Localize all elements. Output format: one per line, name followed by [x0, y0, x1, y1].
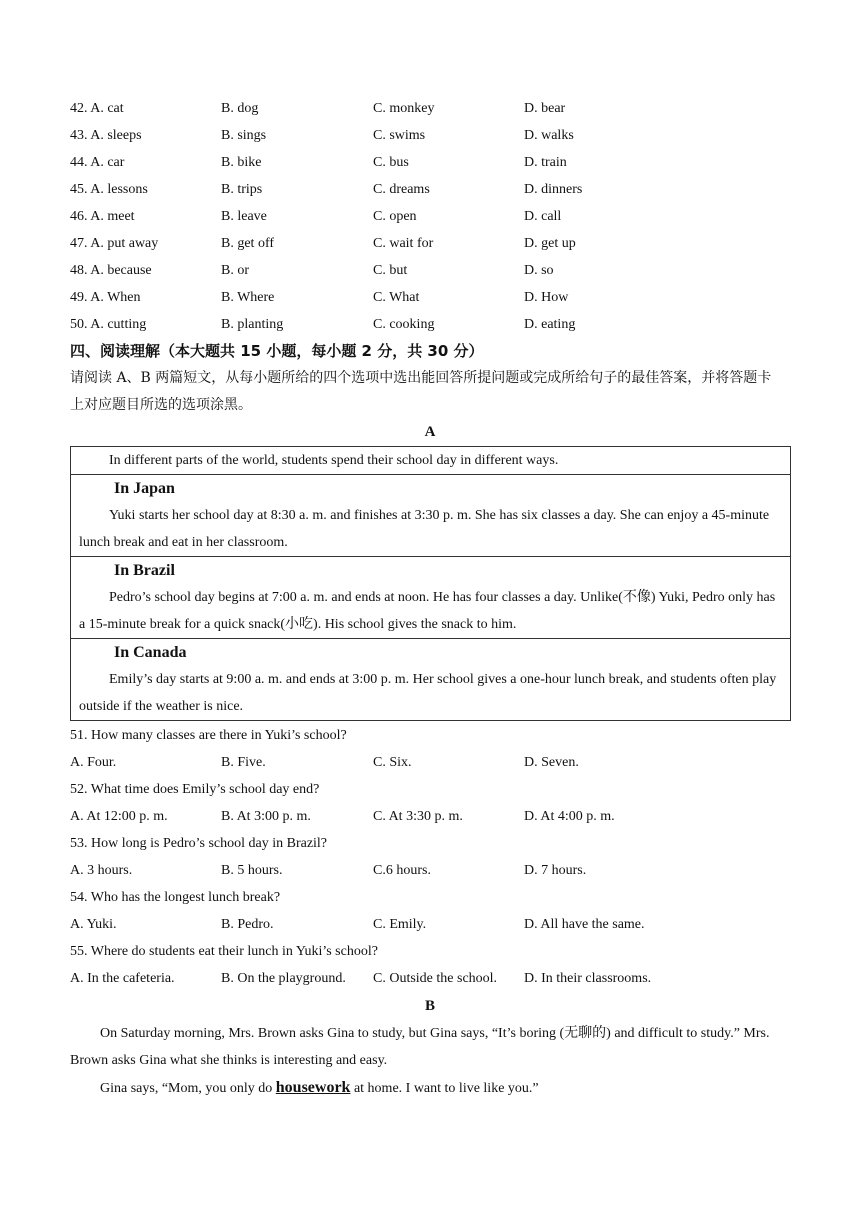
option-d: D. In their classrooms.: [524, 971, 652, 986]
question-stem: 55. Where do students eat their lunch in Yuki’s school?: [70, 944, 378, 959]
option-b: B. dog: [221, 101, 259, 116]
option-b: B. planting: [221, 317, 284, 332]
option-c: C. Emily.: [373, 917, 427, 932]
question-number: 50.: [70, 317, 88, 332]
option-c: C. dreams: [373, 182, 430, 197]
option-a: A. In the cafeteria.: [70, 971, 175, 986]
section-heading: 四、阅读理解（本大题共 15 小题，每小题 2 分，共 30 分）: [70, 342, 484, 360]
option-a: A. put away: [90, 236, 159, 251]
passage-a-brazil-row: [71, 557, 791, 639]
option-b: B. Where: [221, 290, 275, 305]
canada-title: In Canada: [114, 644, 187, 661]
paragraph-text: Gina says, “Mom, you only do: [100, 1081, 276, 1096]
option-c: C. Outside the school.: [373, 971, 498, 986]
option-c: C. At 3:30 p. m.: [373, 809, 463, 824]
passage-b-label: B: [424, 998, 435, 1014]
option-d: D. walks: [524, 128, 574, 143]
option-b: B. Five.: [221, 755, 266, 770]
canada-text: Emily’s day starts at 9:00 a. m. and ends at 3:00 p. m. Her school gives a one-hour lunch break, and students often play outside if the weather is nice.: [79, 672, 777, 714]
option-a: A. 3 hours.: [70, 863, 133, 878]
question-stem: 51. How many classes are there in Yuki’s school?: [70, 728, 347, 743]
option-b: B. get off: [221, 236, 275, 251]
option-b: B. On the playground.: [221, 971, 346, 986]
option-b: B. or: [221, 263, 249, 278]
question-number: 42.: [70, 101, 88, 116]
option-a: A. Four.: [70, 755, 117, 770]
option-a: A. lessons: [90, 182, 148, 197]
option-c: C. open: [373, 209, 417, 224]
option-a: A. cat: [90, 101, 124, 116]
brazil-text: Pedro’s school day begins at 7:00 a. m. and ends at noon. He has four classes a day. Unlike(不像) Yuki, Pedro only has a 15-minute break for a quick snack(小吃). His school gives the snack to him.: [79, 590, 776, 632]
option-d: D. call: [524, 209, 562, 224]
question-number: 46.: [70, 209, 88, 224]
passage-a-canada-row: [71, 639, 791, 721]
option-d: D. All have the same.: [524, 917, 645, 932]
question-number: 47.: [70, 236, 88, 251]
question-number: 43.: [70, 128, 88, 143]
option-c: C. What: [373, 290, 420, 305]
option-d: D. 7 hours.: [524, 863, 587, 878]
option-b: B. 5 hours.: [221, 863, 283, 878]
option-c: C. cooking: [373, 317, 435, 332]
passage-a-table: [70, 446, 791, 721]
passage-b-paragraph-1: On Saturday morning, Mrs. Brown asks Gina to study, but Gina says, “It’s boring (无聊的) and difficult to study.” Mrs. Brown asks Gina what she thinks is interesting and easy.: [70, 1026, 770, 1068]
brazil-title: In Brazil: [114, 562, 175, 579]
option-c: C. Six.: [373, 755, 412, 770]
option-d: D. Seven.: [524, 755, 579, 770]
option-d: D. How: [524, 290, 569, 305]
option-b: B. bike: [221, 155, 262, 170]
option-d: D. get up: [524, 236, 576, 251]
question-stem: 52. What time does Emily’s school day end?: [70, 782, 320, 797]
option-c: C. but: [373, 263, 408, 278]
option-c: C. wait for: [373, 236, 434, 251]
option-c: C.6 hours.: [373, 863, 431, 878]
passage-a-japan-row: [71, 475, 791, 557]
paragraph-text: at home. I want to live like you.”: [350, 1081, 539, 1096]
keyword-housework: housework: [275, 1079, 351, 1096]
question-number: 45.: [70, 182, 88, 197]
option-a: A. car: [90, 155, 125, 170]
japan-text: Yuki starts her school day at 8:30 a. m. and finishes at 3:30 p. m. She has six classes a day. She can enjoy a 45-minute lunch break and eat in her classroom.: [79, 508, 770, 550]
question-number: 44.: [70, 155, 88, 170]
option-a: A. because: [90, 263, 152, 278]
option-b: B. At 3:00 p. m.: [221, 809, 311, 824]
option-a: A. meet: [90, 209, 135, 224]
japan-title: In Japan: [114, 480, 175, 497]
passage-a-intro-row: [71, 447, 791, 475]
option-d: D. bear: [524, 101, 566, 116]
question-number: 49.: [70, 290, 88, 305]
option-a: A. cutting: [90, 317, 147, 332]
question-number: 48.: [70, 263, 88, 278]
option-a: A. When: [90, 290, 141, 305]
option-d: D. so: [524, 263, 554, 278]
option-c: C. bus: [373, 155, 409, 170]
option-a: A. At 12:00 p. m.: [70, 809, 168, 824]
option-c: C. swims: [373, 128, 426, 143]
option-d: D. train: [524, 155, 567, 170]
section-instructions: 请阅读 A、B 两篇短文，从每小题所给的四个选项中选出能回答所提问题或完成所给句子的最佳答案，并将答题卡上对应题目所选的选项涂黑。: [70, 370, 772, 413]
question-stem: 54. Who has the longest lunch break?: [70, 890, 281, 905]
option-a: A. Yuki.: [70, 917, 117, 932]
option-b: B. leave: [221, 209, 267, 224]
question-stem: 53. How long is Pedro’s school day in Brazil?: [70, 836, 328, 851]
passage-a-intro: In different parts of the world, students spend their school day in different ways.: [71, 447, 791, 475]
option-b: B. sings: [221, 128, 267, 143]
passage-b-paragraph-2: [70, 1074, 785, 1102]
option-b: B. Pedro.: [221, 917, 274, 932]
option-d: D. dinners: [524, 182, 583, 197]
option-c: C. monkey: [373, 101, 435, 116]
option-a: A. sleeps: [90, 128, 142, 143]
option-d: D. eating: [524, 317, 576, 332]
option-b: B. trips: [221, 182, 263, 197]
option-d: D. At 4:00 p. m.: [524, 809, 615, 824]
passage-a-label: A: [424, 424, 436, 440]
